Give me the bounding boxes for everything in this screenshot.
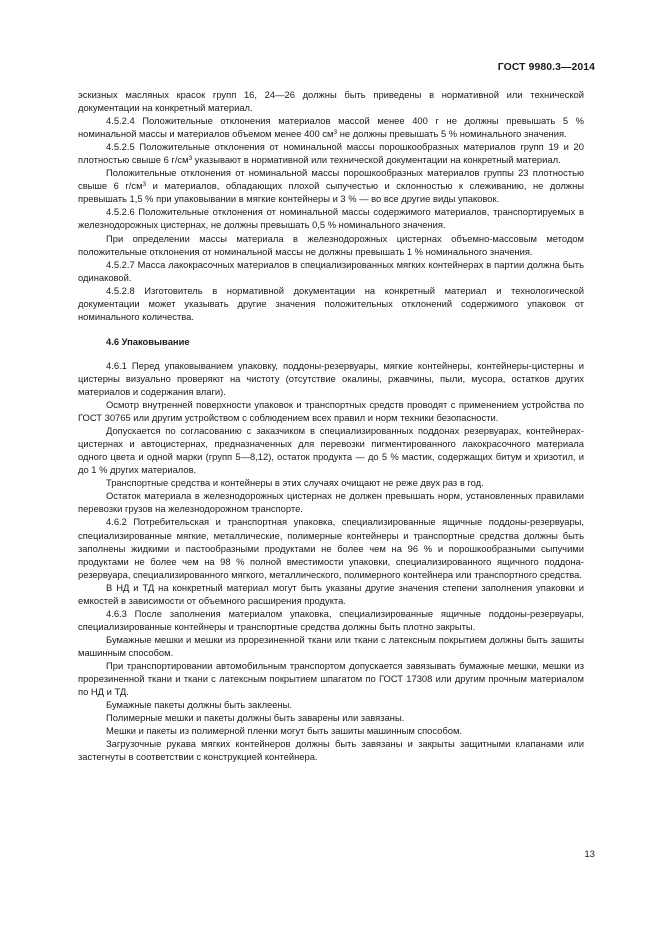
body-paragraph: 4.5.2.5 Положительные отклонения от номинальной массы порошкообразных материалов групп 19 и 20 плотностью свыше 6 $г/см^3$ указывают в нормативной или технической документации на конкретный материал. [78,141,584,166]
section-heading: 4.6 Упаковывание [106,335,190,347]
body-paragraph: Бумажные мешки и мешки из прорезиненной ткани или ткани с латексным покрытием должны быть зашиты машинным способом. [78,633,584,658]
body-paragraph: Транспортные средства и контейнеры в этих случаях очищают не реже двух раз в год. [106,477,484,489]
body-paragraph: Загрузочные рукава мягких контейнеров должны быть завязаны и закрыты защитными клапанами или застегнуты в соответствии с конструкцией контейнера. [78,738,584,763]
body-paragraph: 4.6.3 После заполнения материалом упаковка, специализированные ящичные поддоны-резервуары, специализированные контейнеры и транспортные средства должны быть плотно закрыты. [78,607,584,632]
body-paragraph: 4.6.2 Потребительская и транспортная упаковка, специализированные ящичные поддоны-резервуары, специализированные мягкие, металлические, полимерные контейнеры и транспортные средства должны быть заполнены жидкими и пастообразными продуктами не более чем на 96 % и порошкообразными сыпучими продуктами не более чем на 98 % полной вместимости упаковки, специализированного ящичного поддона-резервуара, специализированного мягкого, металлического, полимерного контейнера или транспортного средства. [78,516,584,580]
page-number: 13 [584,849,595,860]
document-code-header: ГОСТ 9980.3—2014 [497,62,595,73]
body-paragraph: При транспортировании автомобильным транспортом допускается завязывать бумажные мешки, мешки из прорезиненной ткани и ткани с латексным покрытием шпагатом по ГОСТ 17308 или другим прочным материалом по НД и ТД. [78,659,584,698]
body-paragraph: Допускается по согласованию с заказчиком в специализированных поддонах резервуарах, контейнерах-цистернах и автоцистернах, предназначенных для перевозки пигментированного лакокрасочного материала одного цвета и одной марки (групп 5—8,12), остаток продукта — до 5 % мастик, содержащих битум и хризотил, и до 1 % других материалов. [78,425,584,476]
body-paragraph: эскизных масляных красок групп 16, 24—26 должны быть приведены в нормативной или технической документации на конкретный материал. [78,89,584,114]
body-paragraph: Полимерные мешки и пакеты должны быть заварены или завязаны. [106,712,405,724]
body-paragraph: Положительные отклонения от номинальной массы порошкообразных материалов группы 23 плотностью свыше 6 $г/см^3$ и материалов, обладающих плохой сыпучестью и склонностью к слеживанию, не должны превышать 1,5 % при упаковывании в мягкие контейнеры и 3 % — во все другие виды упаковок. [78,167,584,205]
body-paragraph: Осмотр внутренней поверхности упаковок и транспортных средств проводят с применением устройства по ГОСТ 30765 или другим устройством с соблюдением всех правил и норм техники безопасности. [78,399,584,424]
body-paragraph: Мешки и пакеты из полимерной пленки могут быть зашиты машинным способом. [106,725,463,737]
document-body [78,88,584,763]
body-paragraph: 4.5.2.6 Положительные отклонения от номинальной массы содержимого материалов, транспортируемых в железнодорожных цистернах, не должны превышать 0,5 % номинального значения. [78,206,584,231]
body-paragraph: 4.6.1 Перед упаковыванием упаковку, поддоны-резервуары, мягкие контейнеры, контейнеры-цистерны и цистерны визуально проверяют на чистоту (отсутствие окалины, ржавчины, пыли, мусора, остатков других материалов и содержания влаги). [78,359,584,397]
body-paragraph: 4.5.2.7 Масса лакокрасочных материалов в специализированных мягких контейнерах в партии должна быть одинаковой. [78,258,584,283]
body-paragraph: Остаток материала в железнодорожных цистернах не должен превышать норм, установленных правилами перевозки грузов на железнодорожном транспорте. [78,490,584,515]
body-paragraph: При определении массы материала в железнодорожных цистернах объемно-массовым методом положительные отклонения от номинальной массы не должны превышать 1 % номинального значения. [78,232,584,257]
body-paragraph: В НД и ТД на конкретный материал могут быть указаны другие значения степени заполнения упаковки и емкостей в зависимости от объемного расширения продукта. [78,581,584,606]
body-paragraph: 4.5.2.8 Изготовитель в нормативной документации на конкретный материал и технологической документации может указывать другие значения положительных отклонений содержимого упаковок от номинального количества. [78,284,584,322]
body-paragraph: Бумажные пакеты должны быть заклеены. [106,699,292,711]
body-paragraph: 4.5.2.4 Положительные отклонения материалов массой менее 400 г не должны превышать 5 % номинальной массы и материалов объемом менее 400 $см^3$ не должны превышать 5 % номинального значения. [78,115,584,140]
